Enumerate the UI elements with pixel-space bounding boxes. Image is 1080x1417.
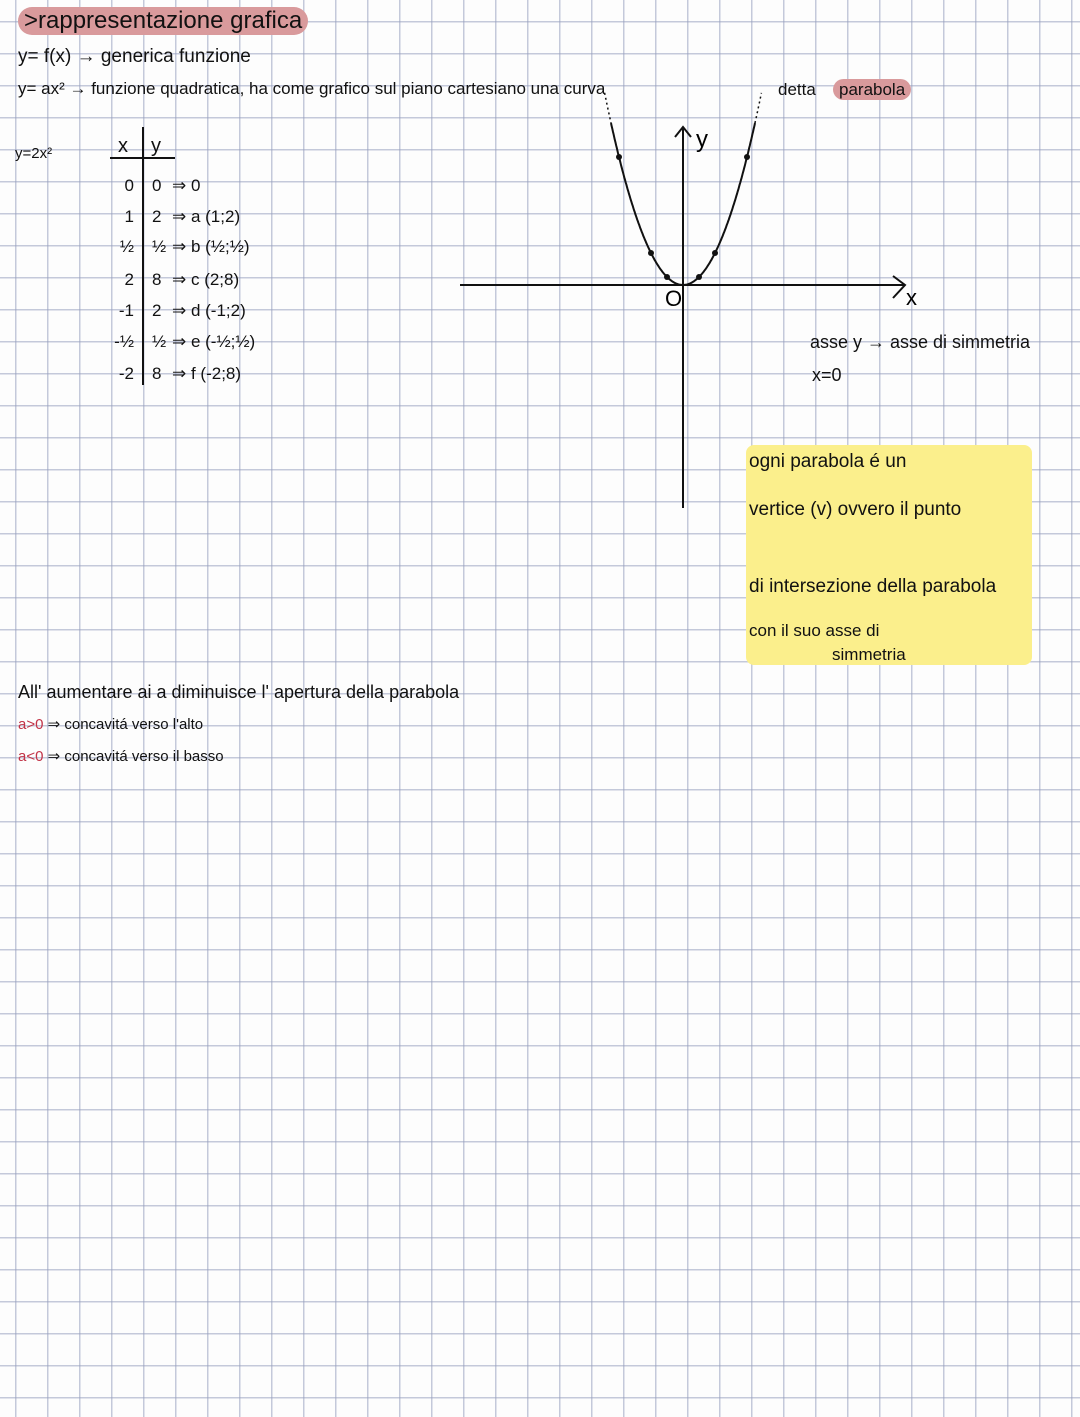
concavity-up-text: ⇒ concavitá verso l'alto: [47, 716, 204, 733]
concavity-down-text: ⇒ concavitá verso il basso: [47, 748, 224, 765]
table-cell-y: 0: [152, 176, 162, 195]
note-line: di intersezione della parabola: [749, 576, 997, 597]
example-function: y=2x²: [15, 145, 53, 162]
table-cell-y: ½: [152, 237, 167, 256]
graph-point: [744, 154, 750, 160]
table-cell-point: ⇒ b (½;½): [172, 237, 250, 256]
table-cell-y: 2: [152, 301, 162, 320]
table-cell-point: ⇒ e (-½;½): [172, 332, 256, 351]
graph-point: [712, 250, 718, 256]
section-title: >rappresentazione grafica: [18, 7, 308, 35]
table-header-x: x: [118, 135, 128, 157]
graph-point: [696, 274, 702, 280]
generic-function-line: y= f(x) → generica funzione: [18, 46, 251, 67]
graph-point: [648, 250, 654, 256]
table-cell-point: ⇒ c (2;8): [172, 270, 240, 289]
parabola-dashed-right: [755, 93, 761, 123]
x-axis-label: x: [906, 285, 917, 310]
table-cell-x: 1: [124, 207, 134, 226]
condition-positive: a>0: [18, 716, 44, 733]
quadratic-function-line: y= ax² → funzione quadratica, ha come grafico sul piano cartesiano una curva: [18, 79, 606, 98]
y-axis-label: y: [696, 126, 708, 153]
table-cell-point: ⇒ d (-1;2): [172, 301, 246, 320]
table-cell-point: ⇒ a (1;2): [172, 207, 241, 226]
table-cell-x: 0: [124, 176, 134, 195]
symmetry-axis-text: asse y → asse di simmetria: [810, 332, 1031, 352]
table-cell-x: -1: [118, 301, 134, 320]
table-cell-y: ½: [152, 332, 167, 351]
parabola-highlight: parabola: [833, 79, 911, 100]
condition-negative: a<0: [18, 748, 44, 765]
note-line: ogni parabola é un: [749, 451, 907, 472]
detta-text: detta: [778, 80, 816, 99]
sticky-note: [746, 445, 1032, 665]
table-cell-x: -½: [114, 332, 134, 351]
graph-point: [664, 274, 670, 280]
table-header-y: y: [151, 135, 161, 157]
x-axis-arrow-icon: [893, 276, 905, 298]
aperture-text: All' aumentare ai a diminuisce l' apertura della parabola: [18, 682, 460, 702]
table-cell-point: ⇒ 0: [172, 176, 201, 195]
parabola-dashed-left: [605, 93, 611, 123]
graph-point: [616, 154, 622, 160]
table-cell-y: 8: [152, 364, 162, 383]
table-cell-x: 2: [124, 270, 134, 289]
note-line: vertice (v) ovvero il punto: [749, 499, 962, 520]
table-cell-y: 2: [152, 207, 162, 226]
table-cell-point: ⇒ f (-2;8): [172, 364, 242, 383]
note-line: con il suo asse di: [749, 621, 880, 640]
symmetry-equation: x=0: [812, 365, 842, 385]
table-cell-x: -2: [118, 364, 134, 383]
origin-label: O: [665, 286, 683, 311]
table-cell-y: 8: [152, 270, 162, 289]
note-line: simmetria: [832, 645, 906, 664]
table-cell-x: ½: [119, 237, 134, 256]
